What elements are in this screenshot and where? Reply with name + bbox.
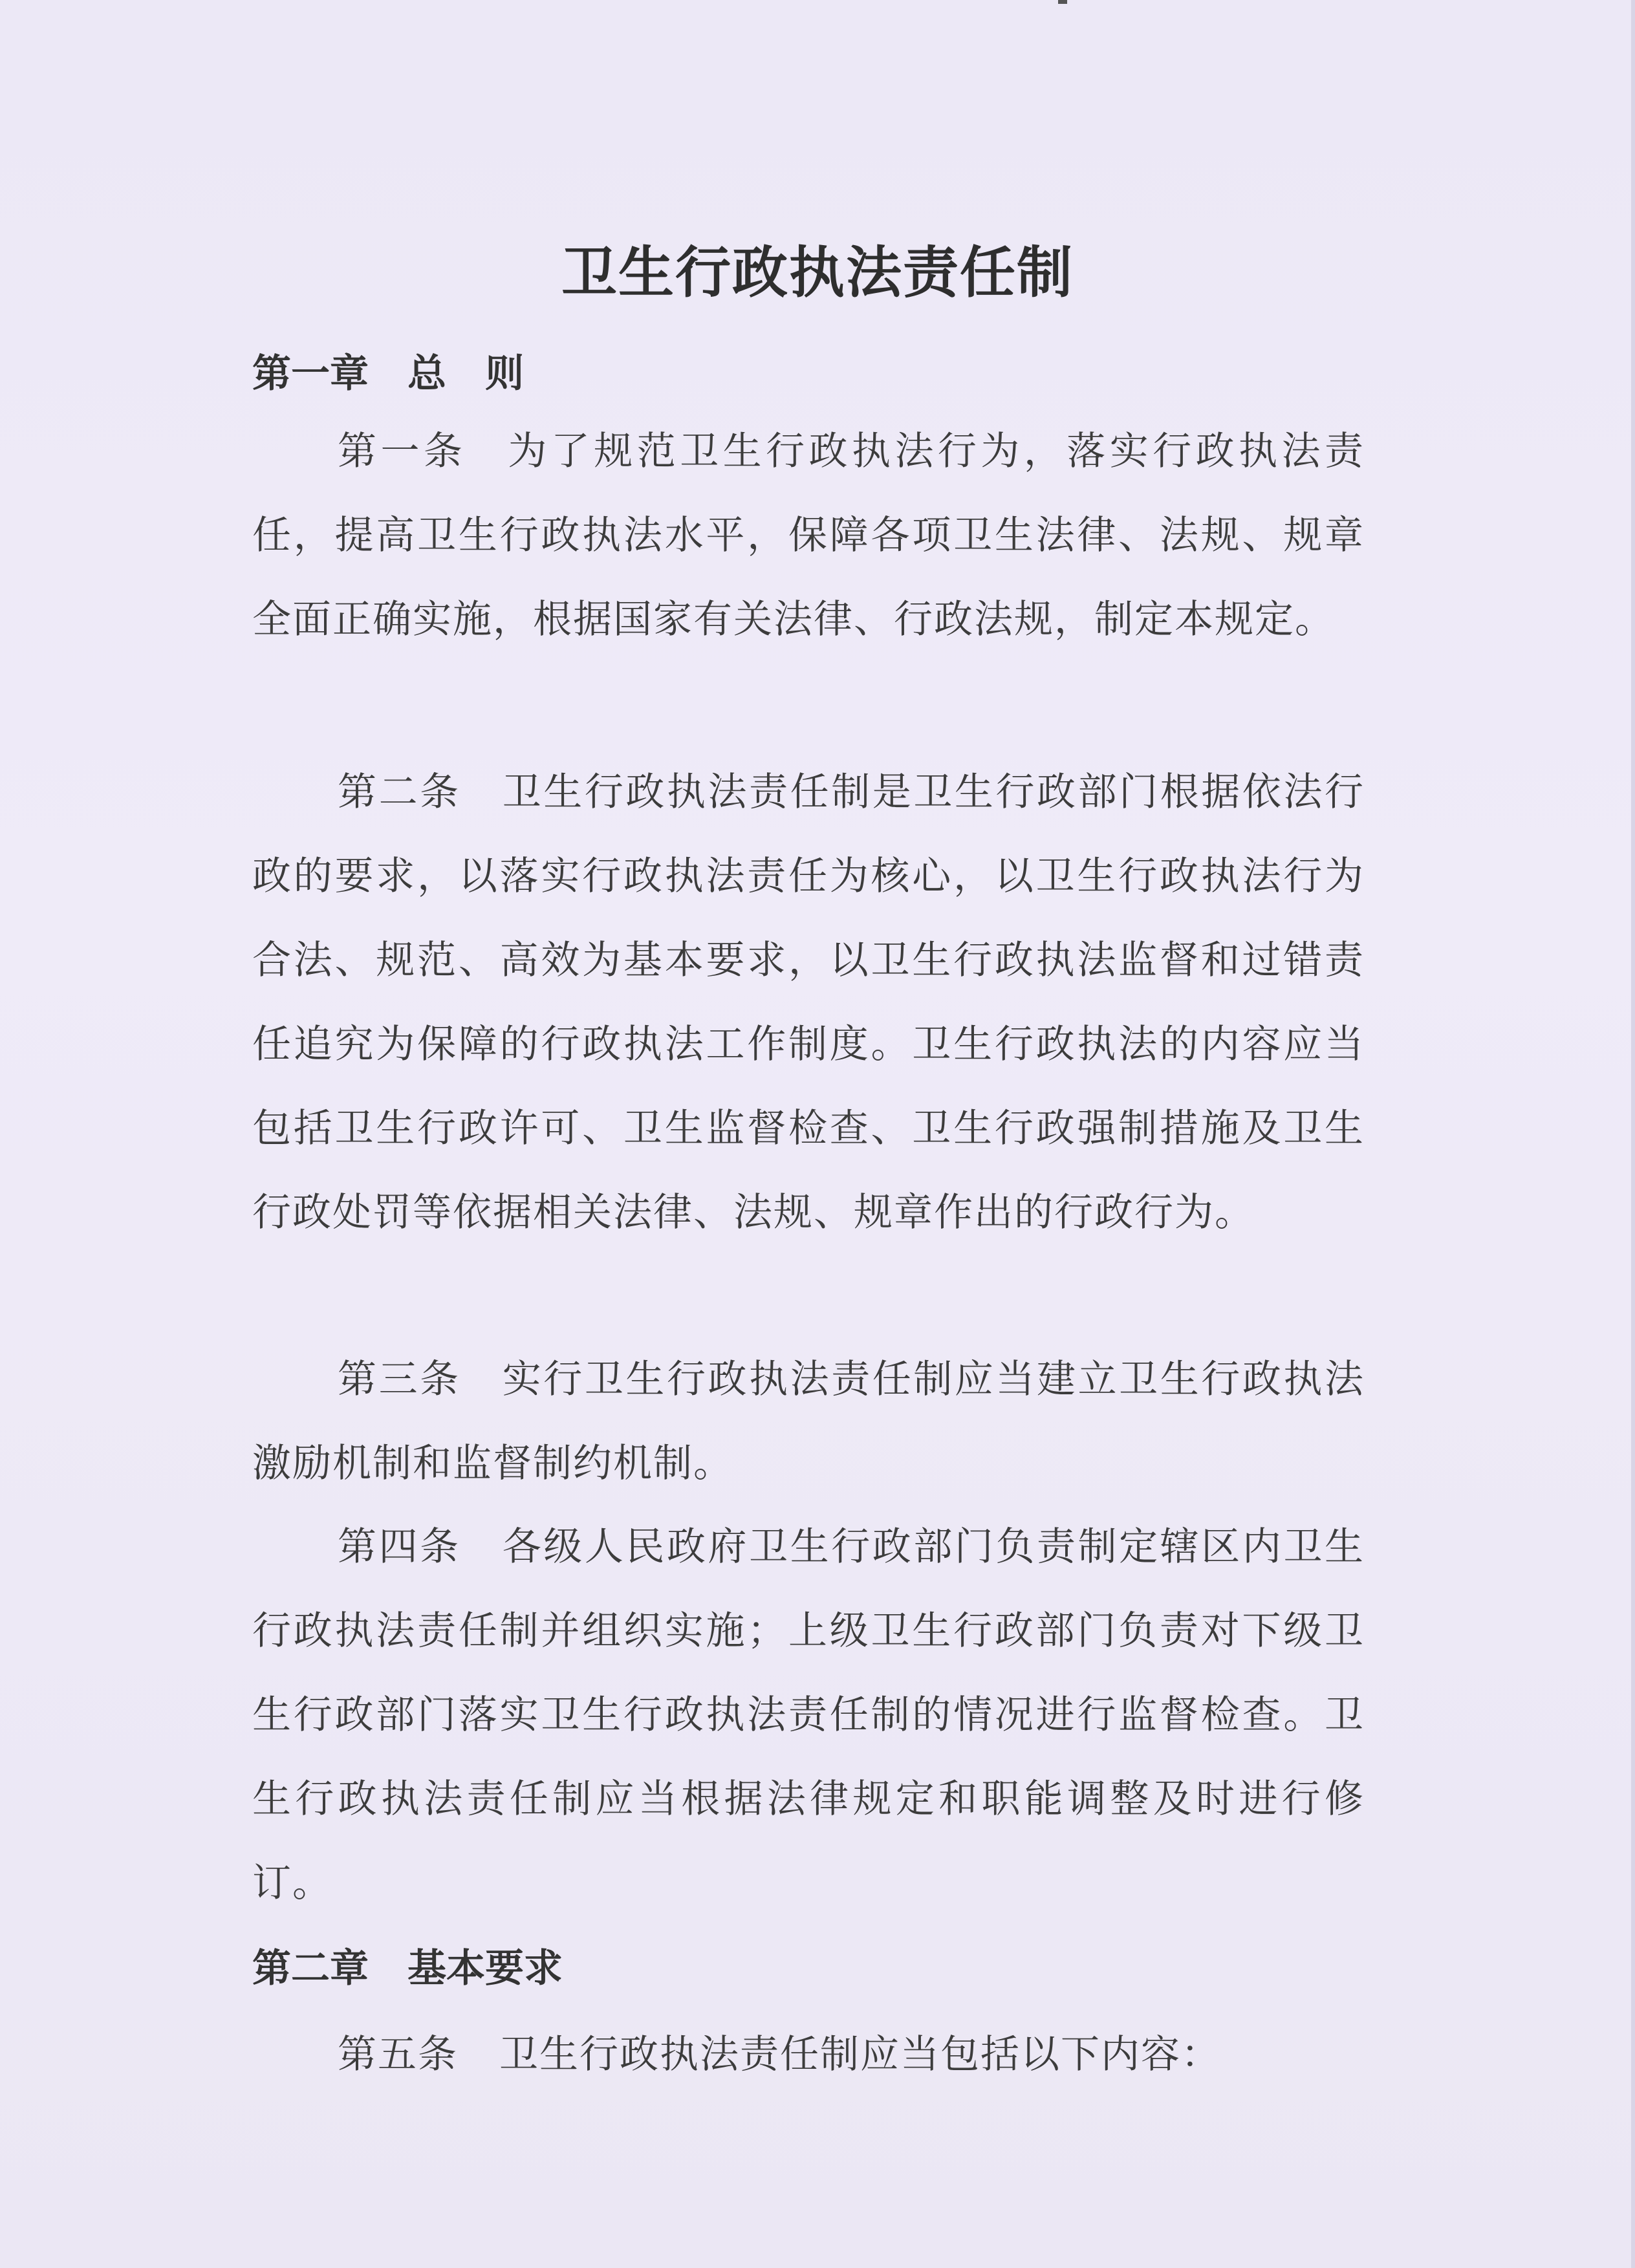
- article-5: [252, 2013, 1365, 2097]
- article-4-text: 各级人民政府卫生行政部门负责制定辖区内卫生行政执法责任制并组织实施；上级卫生行政部门负责对下级卫生行政部门落实卫生行政执法责任制的情况进行监督检查。卫生行政执法责任制应当根据法律规定和职能调整及时进行修订。: [252, 1524, 1365, 1906]
- article-3-label: 第三条: [338, 1357, 461, 1402]
- article-5-label: 第五条: [338, 2032, 458, 2077]
- scan-edge-mark: [1058, 0, 1067, 4]
- document-title: 卫生行政执法责任制: [561, 241, 1074, 305]
- article-4: [252, 1505, 1365, 1925]
- article-2: [252, 750, 1365, 1255]
- article-2-label: 第二条: [338, 770, 461, 815]
- article-5-text: 卫生行政执法责任制应当包括以下内容：: [499, 2032, 1221, 2077]
- chapter-heading-1: 第一章 总 则: [252, 351, 524, 396]
- chapter-heading-2: 第二章 基本要求: [252, 1946, 563, 1991]
- article-1-text: 为了规范卫生行政执法行为，落实行政执法责任，提高卫生行政执法水平，保障各项卫生法律、法规、规章全面正确实施，根据国家有关法律、行政法规，制定本规定。: [252, 429, 1365, 642]
- article-1-label: 第一条: [338, 429, 467, 474]
- article-4-label: 第四条: [338, 1524, 461, 1570]
- article-2-text: 卫生行政执法责任制是卫生行政部门根据依法行政的要求，以落实行政执法责任为核心，以卫生行政执法行为合法、规范、高效为基本要求，以卫生行政执法监督和过错责任追究为保障的行政执法工作制度。卫生行政执法的内容应当包括卫生行政许可、卫生监督检查、卫生行政强制措施及卫生行政处罚等依据相关法律、法规、规章作出的行政行为。: [252, 770, 1365, 1235]
- article-3-text: 实行卫生行政执法责任制应当建立卫生行政执法激励机制和监督制约机制。: [252, 1357, 1365, 1486]
- article-1: [252, 409, 1365, 662]
- article-3: [252, 1337, 1365, 1506]
- scan-right-edge: [1631, 0, 1635, 2268]
